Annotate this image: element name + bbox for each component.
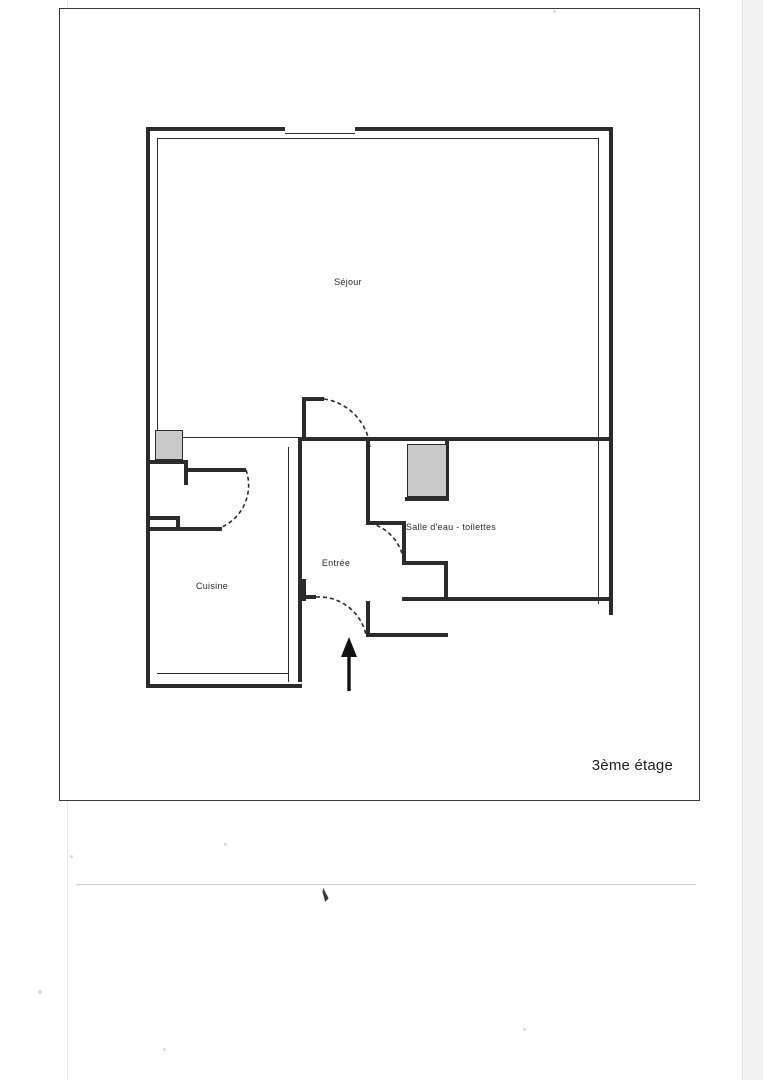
wall-bathroom-bottom [402,597,613,601]
wall-top-right [355,127,613,131]
wall-sejour-top-inner [157,138,599,139]
scan-horizontal-rule [76,884,696,885]
wall-left-inner [157,138,158,438]
wall-kitchen-entrance-partition [298,437,302,682]
door-swing-bathroom [370,523,404,563]
wall-left-outer [146,127,150,688]
room-label-cuisine: Cuisine [195,581,229,591]
wall-bathroom-left-top [366,437,408,441]
wall-kitchen-bottom [146,684,302,688]
wall-hall-bottom [366,633,448,637]
wall-bathroom-fixture-surround [405,497,449,501]
wall-sejour-bottom [302,437,613,441]
wall-hall-bottom-jamb [366,601,370,637]
scan-speck [38,990,42,994]
scan-speck [523,1028,526,1031]
wall-hall-right-sill [370,521,406,525]
wall-hall-left-stub [306,397,324,401]
floor-plan-frame [59,8,700,801]
wall-kitchen-bottom-inner [157,673,288,674]
wall-right-inner [598,138,599,604]
bathroom-fixture-hatch [407,444,447,497]
room-label-entree: Entrée [321,558,351,568]
door-swing-entrance [316,597,366,635]
floor-label: 3ème étage [591,757,673,774]
wall-hall-right-upper [366,441,370,525]
door-swing-cuisine-niche [222,470,249,527]
wall-hall-entry-threshold [302,595,316,599]
wall-kitchen-entrance-partition-inner [288,447,289,682]
scan-speck [224,843,227,846]
scan-speck [70,855,73,858]
wall-kitchen-niche-step [184,460,188,485]
scan-right-edge-strip [742,0,763,1080]
wall-kitchen-niche-bottom [150,527,222,531]
window-top [285,133,355,134]
wall-top-left [146,127,285,131]
wall-right-outer [609,127,613,615]
wall-hall-right-lower [402,561,448,565]
wall-hall-left-upper [302,397,306,441]
scan-speck [553,10,556,13]
wall-kitchen-niche-top [150,460,188,464]
room-label-salle-d-eau: Salle d'eau - toilettes [405,522,497,532]
kitchen-fixture-hatch [155,430,183,460]
wall-kitchen-niche-right [184,468,246,472]
scan-speck [163,1048,166,1051]
entrance-direction-arrow [341,637,357,691]
room-label-sejour: Séjour [334,277,362,287]
scan-pen-mark [321,888,330,903]
wall-hall-right-lower-jamb [444,561,448,601]
